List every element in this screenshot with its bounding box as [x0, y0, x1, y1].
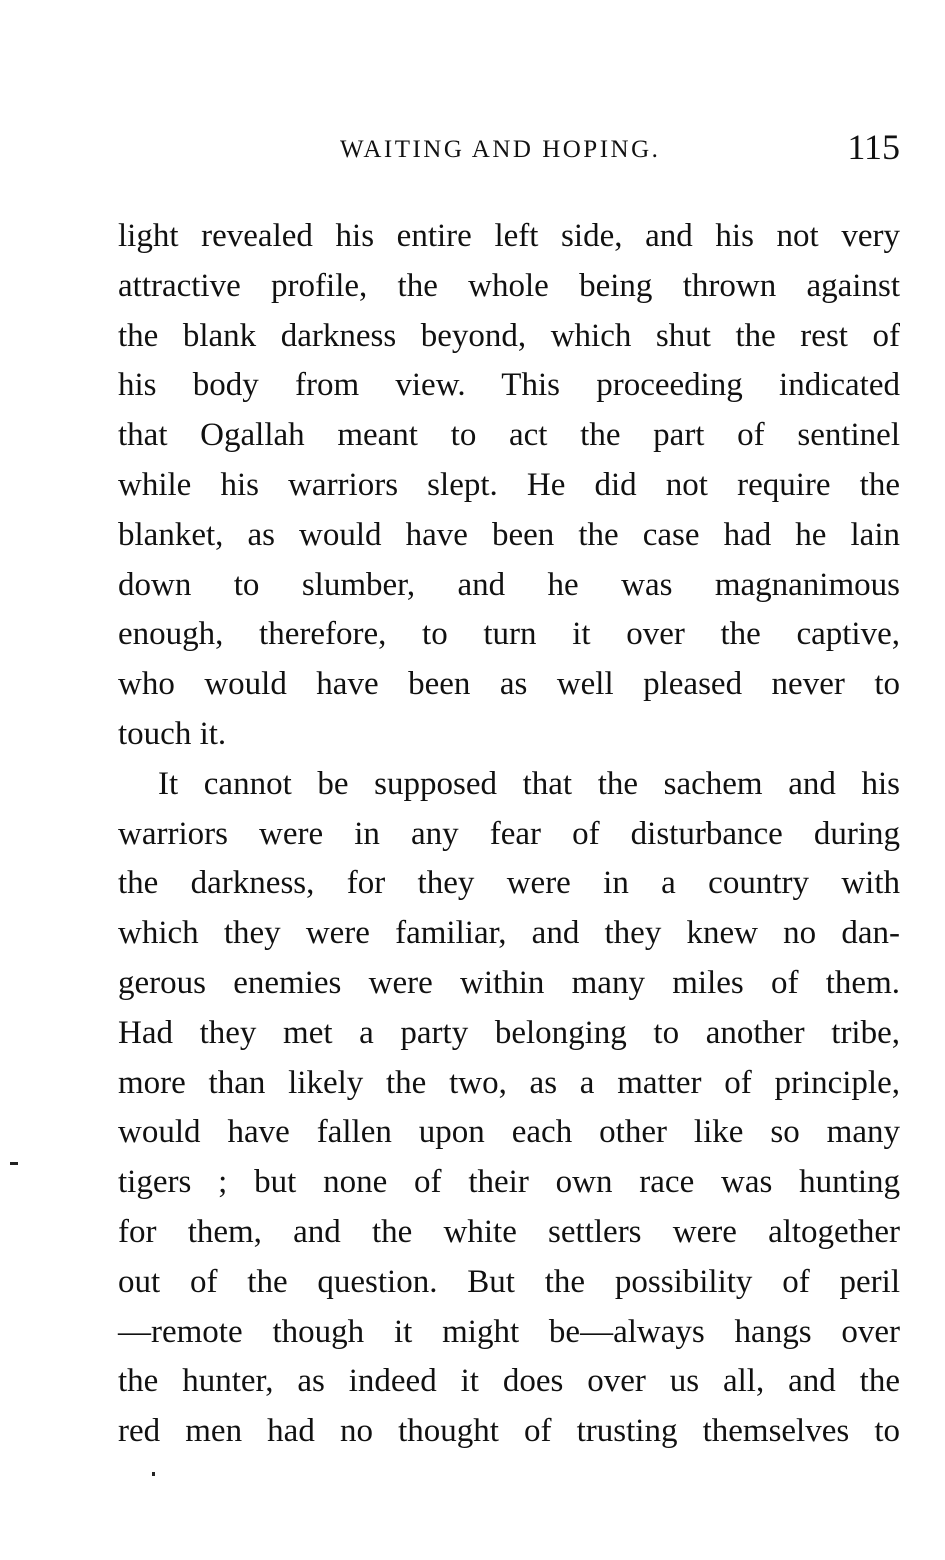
- text-line: warriors were in any fear of disturbance during: [118, 815, 900, 852]
- text-line: his body from view. This proceeding indicated: [118, 367, 900, 404]
- text-line: attractive profile, the whole being thrown against: [118, 267, 900, 304]
- body-text: [118, 212, 900, 1457]
- text-line: light revealed his entire left side, and his not very: [118, 218, 900, 254]
- text-line: enough, therefore, to turn it over the captive,: [118, 616, 900, 653]
- text-line: the hunter, as indeed it does over us all, and the: [118, 1363, 900, 1400]
- paragraph-2: [118, 760, 900, 1457]
- scan-speck: [10, 1162, 18, 1165]
- text-line: touch it.: [118, 715, 227, 752]
- text-line: —remote though it might be—always hangs over: [118, 1313, 900, 1350]
- text-line: the darkness, for they were in a country with: [118, 865, 900, 902]
- scan-speck: [152, 1472, 155, 1476]
- page-number: 115: [847, 127, 900, 167]
- text-line: down to slumber, and he was magnanimous: [118, 566, 900, 603]
- running-head: [118, 127, 900, 170]
- text-line: red men had no thought of trusting themselves to: [118, 1413, 900, 1450]
- text-line: for them, and the white settlers were altogether: [118, 1213, 900, 1250]
- text-line: tigers ; but none of their own race was hunting: [118, 1164, 900, 1201]
- text-line: would have fallen upon each other like so many: [118, 1114, 900, 1151]
- text-line: which they were familiar, and they knew no dan-: [118, 915, 900, 952]
- text-line: more than likely the two, as a matter of principle,: [118, 1064, 900, 1101]
- text-line: the blank darkness beyond, which shut the rest of: [118, 317, 900, 354]
- text-line: out of the question. But the possibility of peril: [118, 1263, 900, 1300]
- text-line: Had they met a party belonging to another tribe,: [118, 1014, 900, 1051]
- text-line: while his warriors slept. He did not require the: [118, 466, 900, 503]
- text-line: blanket, as would have been the case had he lain: [118, 516, 900, 553]
- text-line: that Ogallah meant to act the part of sentinel: [118, 417, 900, 454]
- paragraph-1: [118, 212, 900, 760]
- text-line: It cannot be supposed that the sachem and his: [158, 765, 900, 802]
- running-title: WAITING AND HOPING.: [340, 136, 661, 163]
- text-line: gerous enemies were within many miles of them.: [118, 964, 900, 1001]
- text-line: who would have been as well pleased never to: [118, 666, 900, 703]
